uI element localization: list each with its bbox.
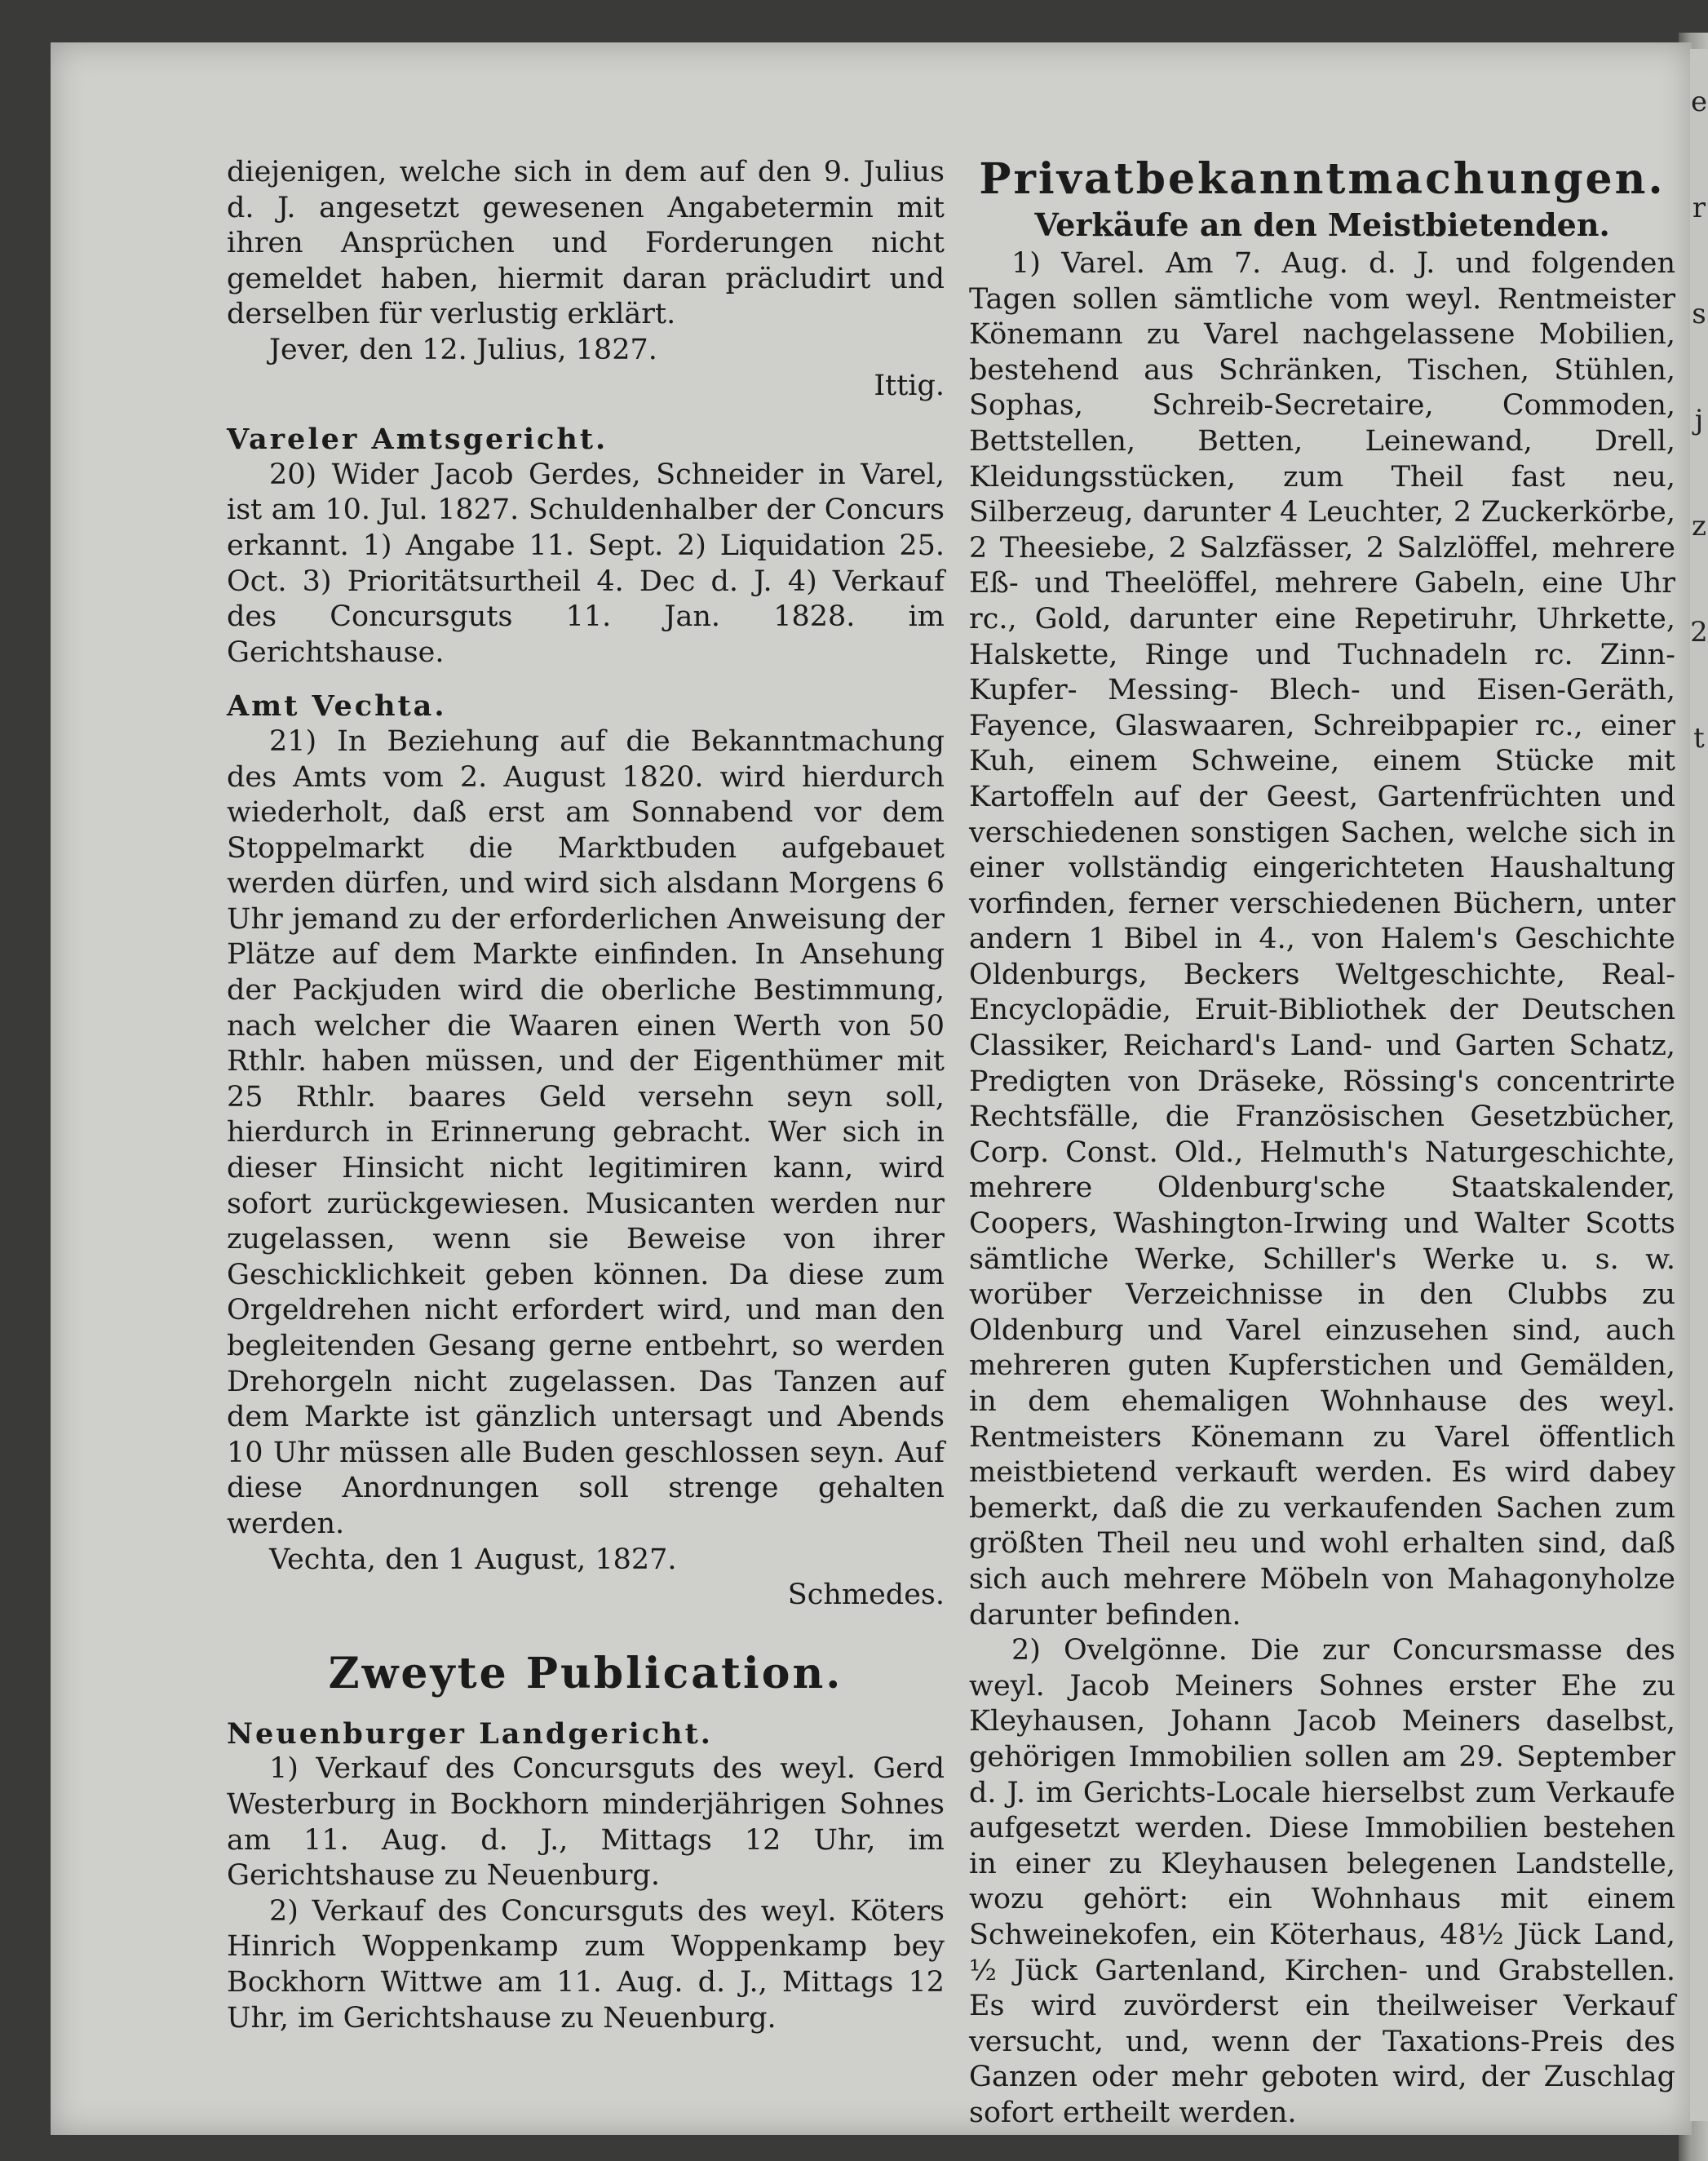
vechta-date: Vechta, den 1 August, 1827. (269, 1543, 677, 1576)
jever-signature: Ittig. (874, 369, 945, 402)
right-column (969, 155, 1675, 2131)
jever-date: Jever, den 12. Julius, 1827. (269, 333, 657, 366)
intro-paragraph: diejenigen, welche sich in dem auf den 9. Julius d. J. angesetzt gewesenen Angabetermin mit ihren Ansprüchen und Forderungen nicht gemeldet haben, hiermit daran präcludirt und derselben für verlustig erklärt. (227, 156, 945, 331)
vechta-signature: Schmedes. (787, 1579, 945, 1612)
adjacent-page-fragment: e r s j z 2 t (1690, 49, 1708, 2121)
second-publication-title: Zweyte Publication. (328, 1648, 843, 1698)
neuenburg-item-2: 2) Verkauf des Concursguts des weyl. Köters Hinrich Woppenkamp zum Woppenkamp bey Bockhorn Wittwe am 11. Aug. d. J., Mittags 12 Uhr, im Gerichtshause zu Neuenburg. (227, 1894, 945, 2035)
left-column (227, 155, 945, 2036)
private-announcements-title: Privatbekanntmachungen. (979, 154, 1666, 204)
neuenburg-item-1: 1) Verkauf des Concursguts des weyl. Gerd Westerburg in Bockhorn minderjährigen Sohnes am 11. Aug. d. J., Mittags 12 Uhr, im Gerichtshause zu Neuenburg. (227, 1752, 945, 1893)
vareler-paragraph: 20) Wider Jacob Gerdes, Schneider in Varel, ist am 10. Jul. 1827. Schuldenhalber der Concurs erkannt. 1) Angabe 11. Sept. 2) Liquidation 25. Oct. 3) Prioritätsurtheil 4. Dec d. J. 4) Verkauf des Concursguts 11. Jan. 1828. im Gerichtshause. (227, 458, 945, 669)
vechta-heading: Amt Vechta. (227, 689, 447, 724)
neuenburg-heading: Neuenburger Landgericht. (227, 1716, 713, 1751)
vareler-heading: Vareler Amtsgericht. (227, 423, 608, 457)
vechta-paragraph: 21) In Beziehung auf die Bekanntmachung des Amts vom 2. August 1820. wird hierdurch wiederholt, daß erst am Sonnabend vor dem Stoppelmarkt die Marktbuden aufgebauet werden dürfen, und wird sich alsdann Morgens 6 Uhr jemand zu der erforderlichen Anweisung der Plätze auf dem Markte einfinden. In Ansehung der Packjuden wird die oberliche Bestimmung, nach welcher die Waaren einen Werth von 50 Rthlr. haben müssen, und der Eigenthümer mit 25 Rthlr. baares Geld versehn seyn soll, hierdurch in Erinnerung gebracht. Wer sich in dieser Hinsicht nicht legitimiren kann, wird sofort zurückgewiesen. Musicanten werden nur zugelassen, wenn sie Beweise von ihrer Geschicklichkeit geben können. Da diese zum Orgeldrehen nicht erfordert wird, und man den begleitenden Gesang gerne entbehrt, so werden Drehorgeln nicht zugelassen. Das Tanzen auf dem Markte ist gänzlich untersagt und Abends 10 Uhr müssen alle Buden geschlossen seyn. Auf diese Anordnungen soll strenge gehalten werden. (227, 724, 945, 1540)
auction-subtitle: Verkäufe an den Meistbietenden. (1034, 206, 1610, 243)
ovelgoenne-paragraph: 2) Ovelgönne. Die zur Concursmasse des weyl. Jacob Meiners Sohnes erster Ehe zu Kleyhausen, Johann Jacob Meiners daselbst, gehörigen Immobilien sollen am 29. September d. J. im Gerichts-Locale hierselbst zum Verkaufe aufgesetzt werden. Diese Immobilien bestehen in einer zu Kleyhausen belegenen Landstelle, wozu gehört: ein Wohnhaus mit einem Schweinekofen, ein Köterhaus, 48½ Jück Land, ½ Jück Gartenland, Kirchen- und Grabstellen. Es wird zuvörderst ein theilweiser Verkauf versucht, und, wenn der Taxations-Preis des Ganzen oder mehr geboten wird, der Zuschlag sofort ertheilt werden. (969, 1634, 1675, 2129)
varel-auction-paragraph: 1) Varel. Am 7. Aug. d. J. und folgenden Tagen sollen sämtliche vom weyl. Rentmeister Könemann zu Varel nachgelassene Mobilien, bestehend aus Schränken, Tischen, Stühlen, Sophas, Schreib-Secretaire, Commoden, Bettstellen, Betten, Leinewand, Drell, Kleidungsstücken, zum Theil fast neu, Silberzeug, darunter 4 Leuchter, 2 Zuckerkörbe, 2 Theesiebe, 2 Salzfässer, 2 Salzlöffel, mehrere Eß- und Theelöffel, mehrere Gabeln, eine Uhr rc., Gold, darunter eine Repetiruhr, Uhrkette, Halskette, Ringe und Tuchnadeln rc. Zinn- Kupfer- Messing- Blech- und Eisen-Geräth, Fayence, Glaswaaren, Schreibpapier rc., einer Kuh, einem Schweine, einem Stücke mit Kartoffeln auf der Geest, Gartenfrüchten und verschiedenen sonstigen Sachen, welche sich in einer vollständig eingerichteten Haushaltung vorfinden, ferner verschiedenen Büchern, unter andern 1 Bibel in 4., von Halem's Geschichte Oldenburgs, Beckers Weltgeschichte, Real-Encyclopädie, Eruit-Bibliothek der Deutschen Classiker, Reichard's Land- und Garten Schatz, Predigten von Dräseke, Rössing's concentrirte Rechtsfälle, die Französischen Gesetzbücher, Corp. Const. Old., Helmuth's Naturgeschichte, mehrere Oldenburg'sche Staatskalender, Coopers, Washington-Irwing und Walter Scotts sämtliche Werke, Schiller's Werke u. s. w. worüber Verzeichnisse in den Clubbs zu Oldenburg und Varel einzusehen sind, auch mehreren guten Kupferstichen und Gemälden, in dem ehemaligen Wohnhause des weyl. Rentmeisters Könemann zu Varel öffentlich meistbietend verkauft werden. Es wird dabey bemerkt, daß die zu verkaufenden Sachen zum größten Theil neu und wohl erhalten sind, daß sich auch mehrere Möbeln von Mahagonyholze darunter befinden. (969, 247, 1675, 1632)
